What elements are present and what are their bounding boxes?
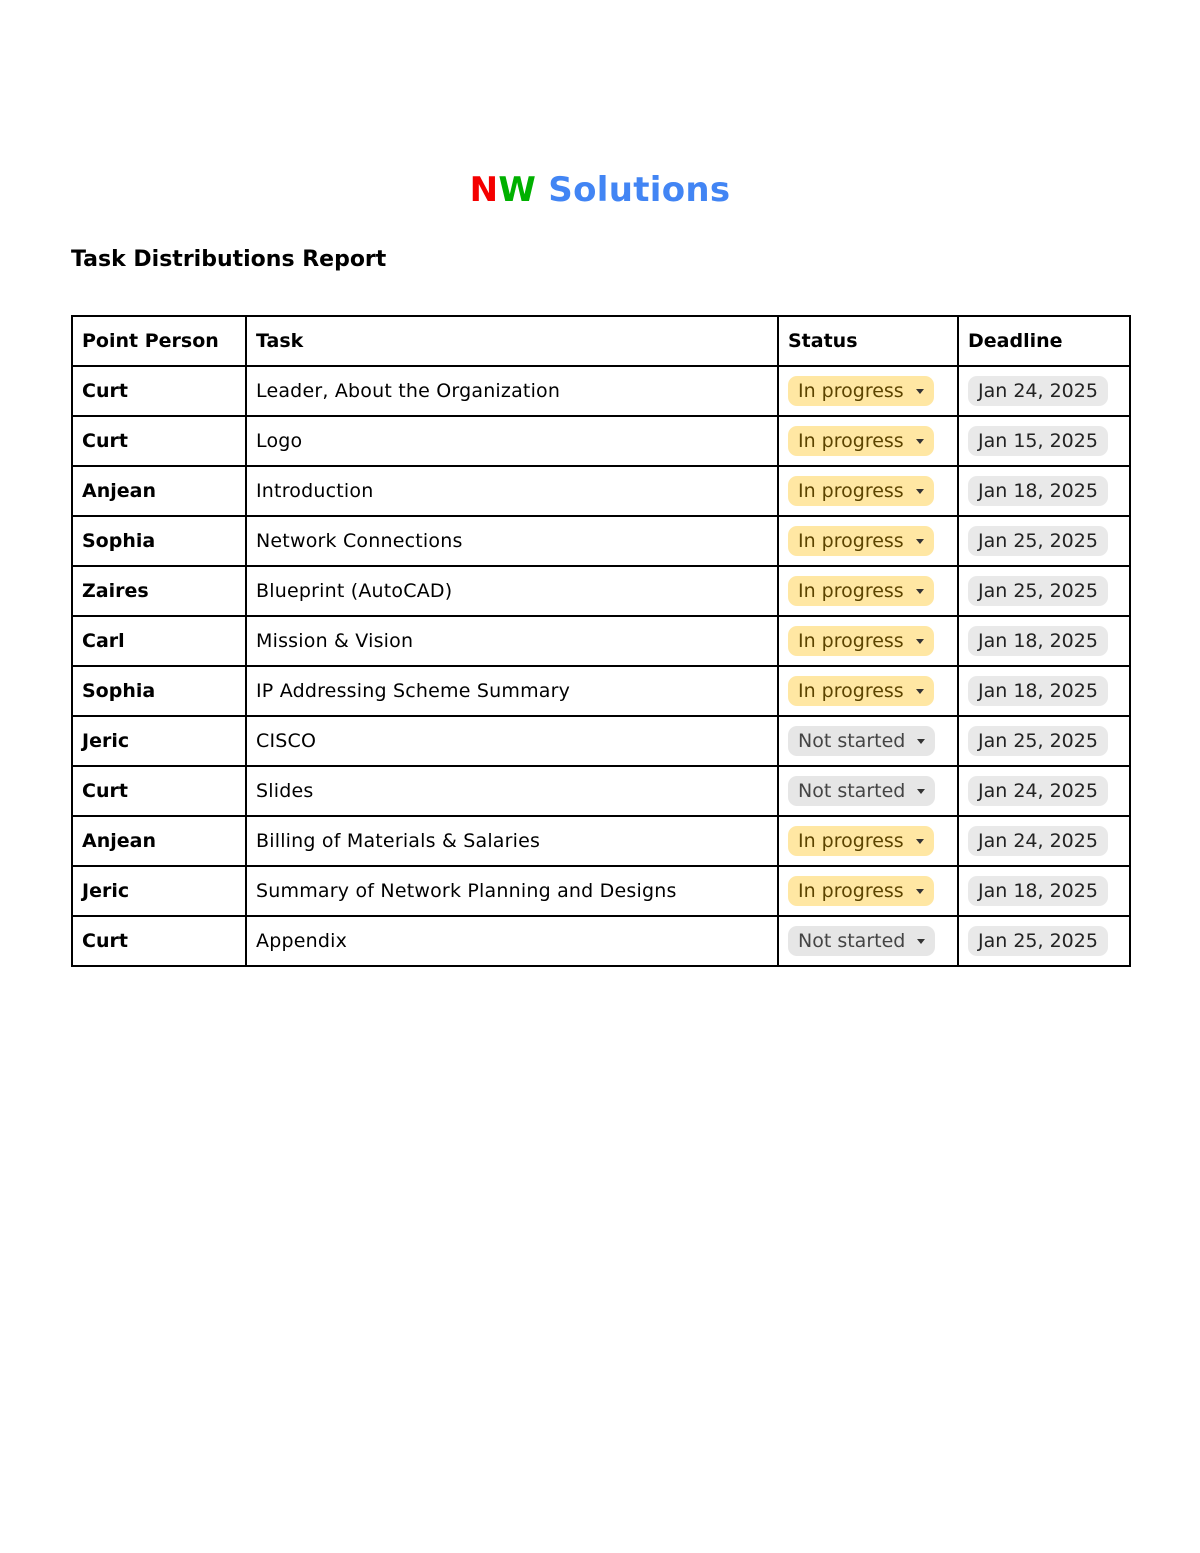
table-row [72, 866, 1130, 916]
point-person-cell: Curt [72, 416, 246, 466]
page-title [0, 168, 1200, 212]
table-row [72, 366, 1130, 416]
brand-title-part-solutions: Solutions [548, 170, 731, 210]
point-person-cell: Carl [72, 616, 246, 666]
caret-down-icon [916, 689, 924, 694]
status-dropdown[interactable] [788, 876, 934, 906]
deadline-cell [958, 616, 1130, 666]
deadline-cell [958, 866, 1130, 916]
column-header-point-person: Point Person [72, 316, 246, 366]
status-dropdown[interactable] [788, 826, 934, 856]
caret-down-icon [916, 839, 924, 844]
point-person-cell: Anjean [72, 816, 246, 866]
brand-title-part-n: N [469, 170, 499, 210]
status-cell [778, 866, 958, 916]
point-person-cell: Curt [72, 366, 246, 416]
status-label: In progress [798, 430, 904, 452]
deadline-date-chip[interactable]: Jan 25, 2025 [968, 926, 1108, 956]
status-label: In progress [798, 680, 904, 702]
caret-down-icon [916, 639, 924, 644]
table-row [72, 816, 1130, 866]
column-header-task: Task [246, 316, 778, 366]
status-label: Not started [798, 780, 906, 802]
status-dropdown[interactable] [788, 676, 934, 706]
deadline-cell [958, 916, 1130, 966]
caret-down-icon [916, 589, 924, 594]
deadline-date-chip[interactable]: Jan 18, 2025 [968, 876, 1108, 906]
table-header-row [72, 316, 1130, 366]
status-cell [778, 516, 958, 566]
status-dropdown[interactable] [788, 526, 934, 556]
task-cell: IP Addressing Scheme Summary [246, 666, 778, 716]
deadline-date-chip[interactable]: Jan 25, 2025 [968, 576, 1108, 606]
status-dropdown[interactable] [788, 626, 934, 656]
point-person-cell: Curt [72, 766, 246, 816]
task-cell: Blueprint (AutoCAD) [246, 566, 778, 616]
status-cell [778, 466, 958, 516]
caret-down-icon [916, 539, 924, 544]
table-row [72, 716, 1130, 766]
deadline-date-chip[interactable]: Jan 15, 2025 [968, 426, 1108, 456]
point-person-cell: Curt [72, 916, 246, 966]
task-cell: Mission & Vision [246, 616, 778, 666]
point-person-cell: Sophia [72, 666, 246, 716]
status-dropdown[interactable] [788, 426, 934, 456]
deadline-date-chip[interactable]: Jan 18, 2025 [968, 676, 1108, 706]
caret-down-icon [916, 439, 924, 444]
status-dropdown[interactable] [788, 576, 934, 606]
table-row [72, 616, 1130, 666]
task-cell: Slides [246, 766, 778, 816]
table-row [72, 766, 1130, 816]
status-cell [778, 816, 958, 866]
task-cell: Appendix [246, 916, 778, 966]
status-label: In progress [798, 380, 904, 402]
status-dropdown[interactable] [788, 376, 934, 406]
deadline-cell [958, 416, 1130, 466]
deadline-cell [958, 466, 1130, 516]
deadline-date-chip[interactable]: Jan 25, 2025 [968, 726, 1108, 756]
deadline-date-chip[interactable]: Jan 24, 2025 [968, 826, 1108, 856]
status-label: In progress [798, 880, 904, 902]
status-label: Not started [798, 930, 906, 952]
task-cell: Logo [246, 416, 778, 466]
column-header-deadline: Deadline [958, 316, 1130, 366]
deadline-date-chip[interactable]: Jan 18, 2025 [968, 626, 1108, 656]
task-table [71, 315, 1131, 967]
status-label: In progress [798, 530, 904, 552]
status-cell [778, 716, 958, 766]
brand-title-part-w: W [498, 170, 537, 210]
task-cell: CISCO [246, 716, 778, 766]
point-person-cell: Anjean [72, 466, 246, 516]
status-cell [778, 416, 958, 466]
table-row [72, 566, 1130, 616]
caret-down-icon [916, 389, 924, 394]
status-dropdown[interactable] [788, 476, 934, 506]
status-label: In progress [798, 630, 904, 652]
deadline-date-chip[interactable]: Jan 25, 2025 [968, 526, 1108, 556]
status-label: In progress [798, 480, 904, 502]
status-cell [778, 566, 958, 616]
table-row [72, 466, 1130, 516]
point-person-cell: Jeric [72, 716, 246, 766]
deadline-cell [958, 816, 1130, 866]
table-row [72, 416, 1130, 466]
status-cell [778, 916, 958, 966]
table-row [72, 666, 1130, 716]
caret-down-icon [916, 889, 924, 894]
deadline-cell [958, 666, 1130, 716]
table-row [72, 916, 1130, 966]
caret-down-icon [917, 939, 925, 944]
status-dropdown[interactable] [788, 926, 935, 956]
task-cell: Leader, About the Organization [246, 366, 778, 416]
status-cell [778, 766, 958, 816]
deadline-cell [958, 516, 1130, 566]
deadline-cell [958, 766, 1130, 816]
status-cell [778, 366, 958, 416]
caret-down-icon [916, 489, 924, 494]
status-cell [778, 666, 958, 716]
caret-down-icon [917, 789, 925, 794]
deadline-date-chip[interactable]: Jan 24, 2025 [968, 376, 1108, 406]
deadline-date-chip[interactable]: Jan 18, 2025 [968, 476, 1108, 506]
deadline-date-chip[interactable]: Jan 24, 2025 [968, 776, 1108, 806]
table-row [72, 516, 1130, 566]
status-dropdown[interactable] [788, 726, 935, 756]
task-table-body [72, 366, 1130, 966]
deadline-cell [958, 716, 1130, 766]
caret-down-icon [917, 739, 925, 744]
task-cell: Introduction [246, 466, 778, 516]
report-title: Task Distributions Report [71, 247, 387, 272]
status-label: In progress [798, 580, 904, 602]
deadline-cell [958, 366, 1130, 416]
column-header-status: Status [778, 316, 958, 366]
point-person-cell: Zaires [72, 566, 246, 616]
point-person-cell: Jeric [72, 866, 246, 916]
status-label: In progress [798, 830, 904, 852]
task-cell: Network Connections [246, 516, 778, 566]
deadline-cell [958, 566, 1130, 616]
task-cell: Summary of Network Planning and Designs [246, 866, 778, 916]
status-cell [778, 616, 958, 666]
task-cell: Billing of Materials & Salaries [246, 816, 778, 866]
point-person-cell: Sophia [72, 516, 246, 566]
status-dropdown[interactable] [788, 776, 935, 806]
status-label: Not started [798, 730, 906, 752]
